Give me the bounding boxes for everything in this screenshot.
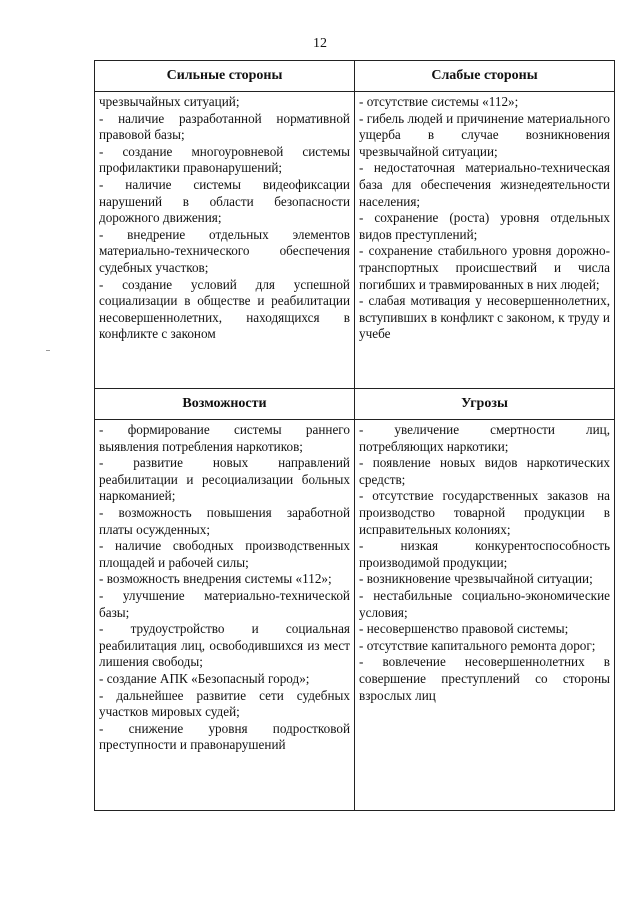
opportunities-item: - возможность повышения заработной платы осужденных; <box>99 504 350 537</box>
strengths-item: - внедрение отдельных элементов материально-технического обеспечения судебных участков; <box>99 226 350 275</box>
threats-item: - несовершенство правовой системы; <box>359 621 569 637</box>
weaknesses-item: - слабая мотивация у несовершеннолетних, вступивших в конфликт с законом, к труду и учебе <box>359 293 610 342</box>
opportunities-item: - дальнейшее развитие сети судебных участков мировых судей; <box>99 687 350 720</box>
weaknesses-list <box>355 92 614 388</box>
threats-header: Угрозы <box>355 389 615 420</box>
threats-item: - увеличение смертности лиц, потребляющих наркотики; <box>359 422 610 454</box>
strengths-item: - создание многоуровневой системы профилактики правонарушений; <box>99 143 350 176</box>
weaknesses-item: - недостаточная материально-техническая база для обеспечения жизнедеятельности населения; <box>359 160 610 209</box>
weaknesses-header: Слабые стороны <box>355 61 615 92</box>
opportunities-item: - формирование системы раннего выявления потребления наркотиков; <box>99 422 350 454</box>
opportunities-cell <box>95 420 355 811</box>
threats-item: - отсутствие капитального ремонта дорог; <box>359 637 596 653</box>
weaknesses-item: - гибель людей и причинение материального ущерба в случае возникновения чрезвычайной ситуации; <box>359 110 610 159</box>
scan-mark <box>46 350 50 351</box>
weaknesses-cell <box>355 92 615 389</box>
swot-table <box>94 60 615 811</box>
opportunities-item: - трудоустройство и социальная реабилитация лиц, освободившихся из мест лишения свободы; <box>99 621 350 670</box>
page-number: 12 <box>313 36 327 51</box>
header-row-bottom <box>95 389 615 420</box>
opportunities-item: - наличие свободных производственных площадей и рабочей силы; <box>99 538 350 570</box>
threats-item: - низкая конкурентоспособность производимой продукции; <box>359 538 610 570</box>
opportunities-item: - возможность внедрения системы «112»; <box>99 571 332 587</box>
threats-cell <box>355 420 615 811</box>
threats-item: - отсутствие государственных заказов на производство товарной продукции в исправительных колониях; <box>359 488 610 537</box>
opportunities-item: - снижение уровня подростковой преступности и правонарушений <box>99 720 350 753</box>
threats-item: - нестабильные социально-экономические условия; <box>359 587 610 620</box>
threats-item: - вовлечение несовершеннолетних в совершение преступлений со стороны взрослых лиц <box>359 654 610 703</box>
threats-list <box>355 420 614 810</box>
opportunities-item: - развитие новых направлений реабилитации и ресоциализации больных наркоманией; <box>99 455 350 504</box>
opportunities-list <box>95 420 354 810</box>
threats-item: - возникновение чрезвычайной ситуации; <box>359 571 593 587</box>
strengths-header: Сильные стороны <box>95 61 355 92</box>
content-row-top <box>95 92 615 389</box>
strengths-item: - наличие разработанной нормативной правовой базы; <box>99 110 350 143</box>
strengths-cell <box>95 92 355 389</box>
threats-item: - появление новых видов наркотических средств; <box>359 455 610 487</box>
weaknesses-item: - отсутствие системы «112»; <box>359 94 519 109</box>
strengths-item: чрезвычайных ситуаций; <box>99 94 240 109</box>
strengths-item: - создание условий для успешной социализации в обществе и реабилитации несовершеннолетних, находящихся в конфликте с законом <box>99 276 350 342</box>
weaknesses-item: - сохранение стабильного уровня дорожно-транспортных происшествий и числа погибших и травмированных в них людей; <box>359 243 610 292</box>
strengths-list <box>95 92 354 388</box>
opportunities-item: - улучшение материально-технической базы; <box>99 587 350 620</box>
weaknesses-item: - сохранение (роста) уровня отдельных видов преступлений; <box>359 210 610 242</box>
opportunities-item: - создание АПК «Безопасный город»; <box>99 670 310 686</box>
opportunities-header: Возможности <box>95 389 355 420</box>
strengths-item: - наличие системы видеофиксации нарушений в области безопасности дорожного движения; <box>99 176 350 226</box>
header-row-top <box>95 61 615 92</box>
content-row-bottom <box>95 420 615 811</box>
